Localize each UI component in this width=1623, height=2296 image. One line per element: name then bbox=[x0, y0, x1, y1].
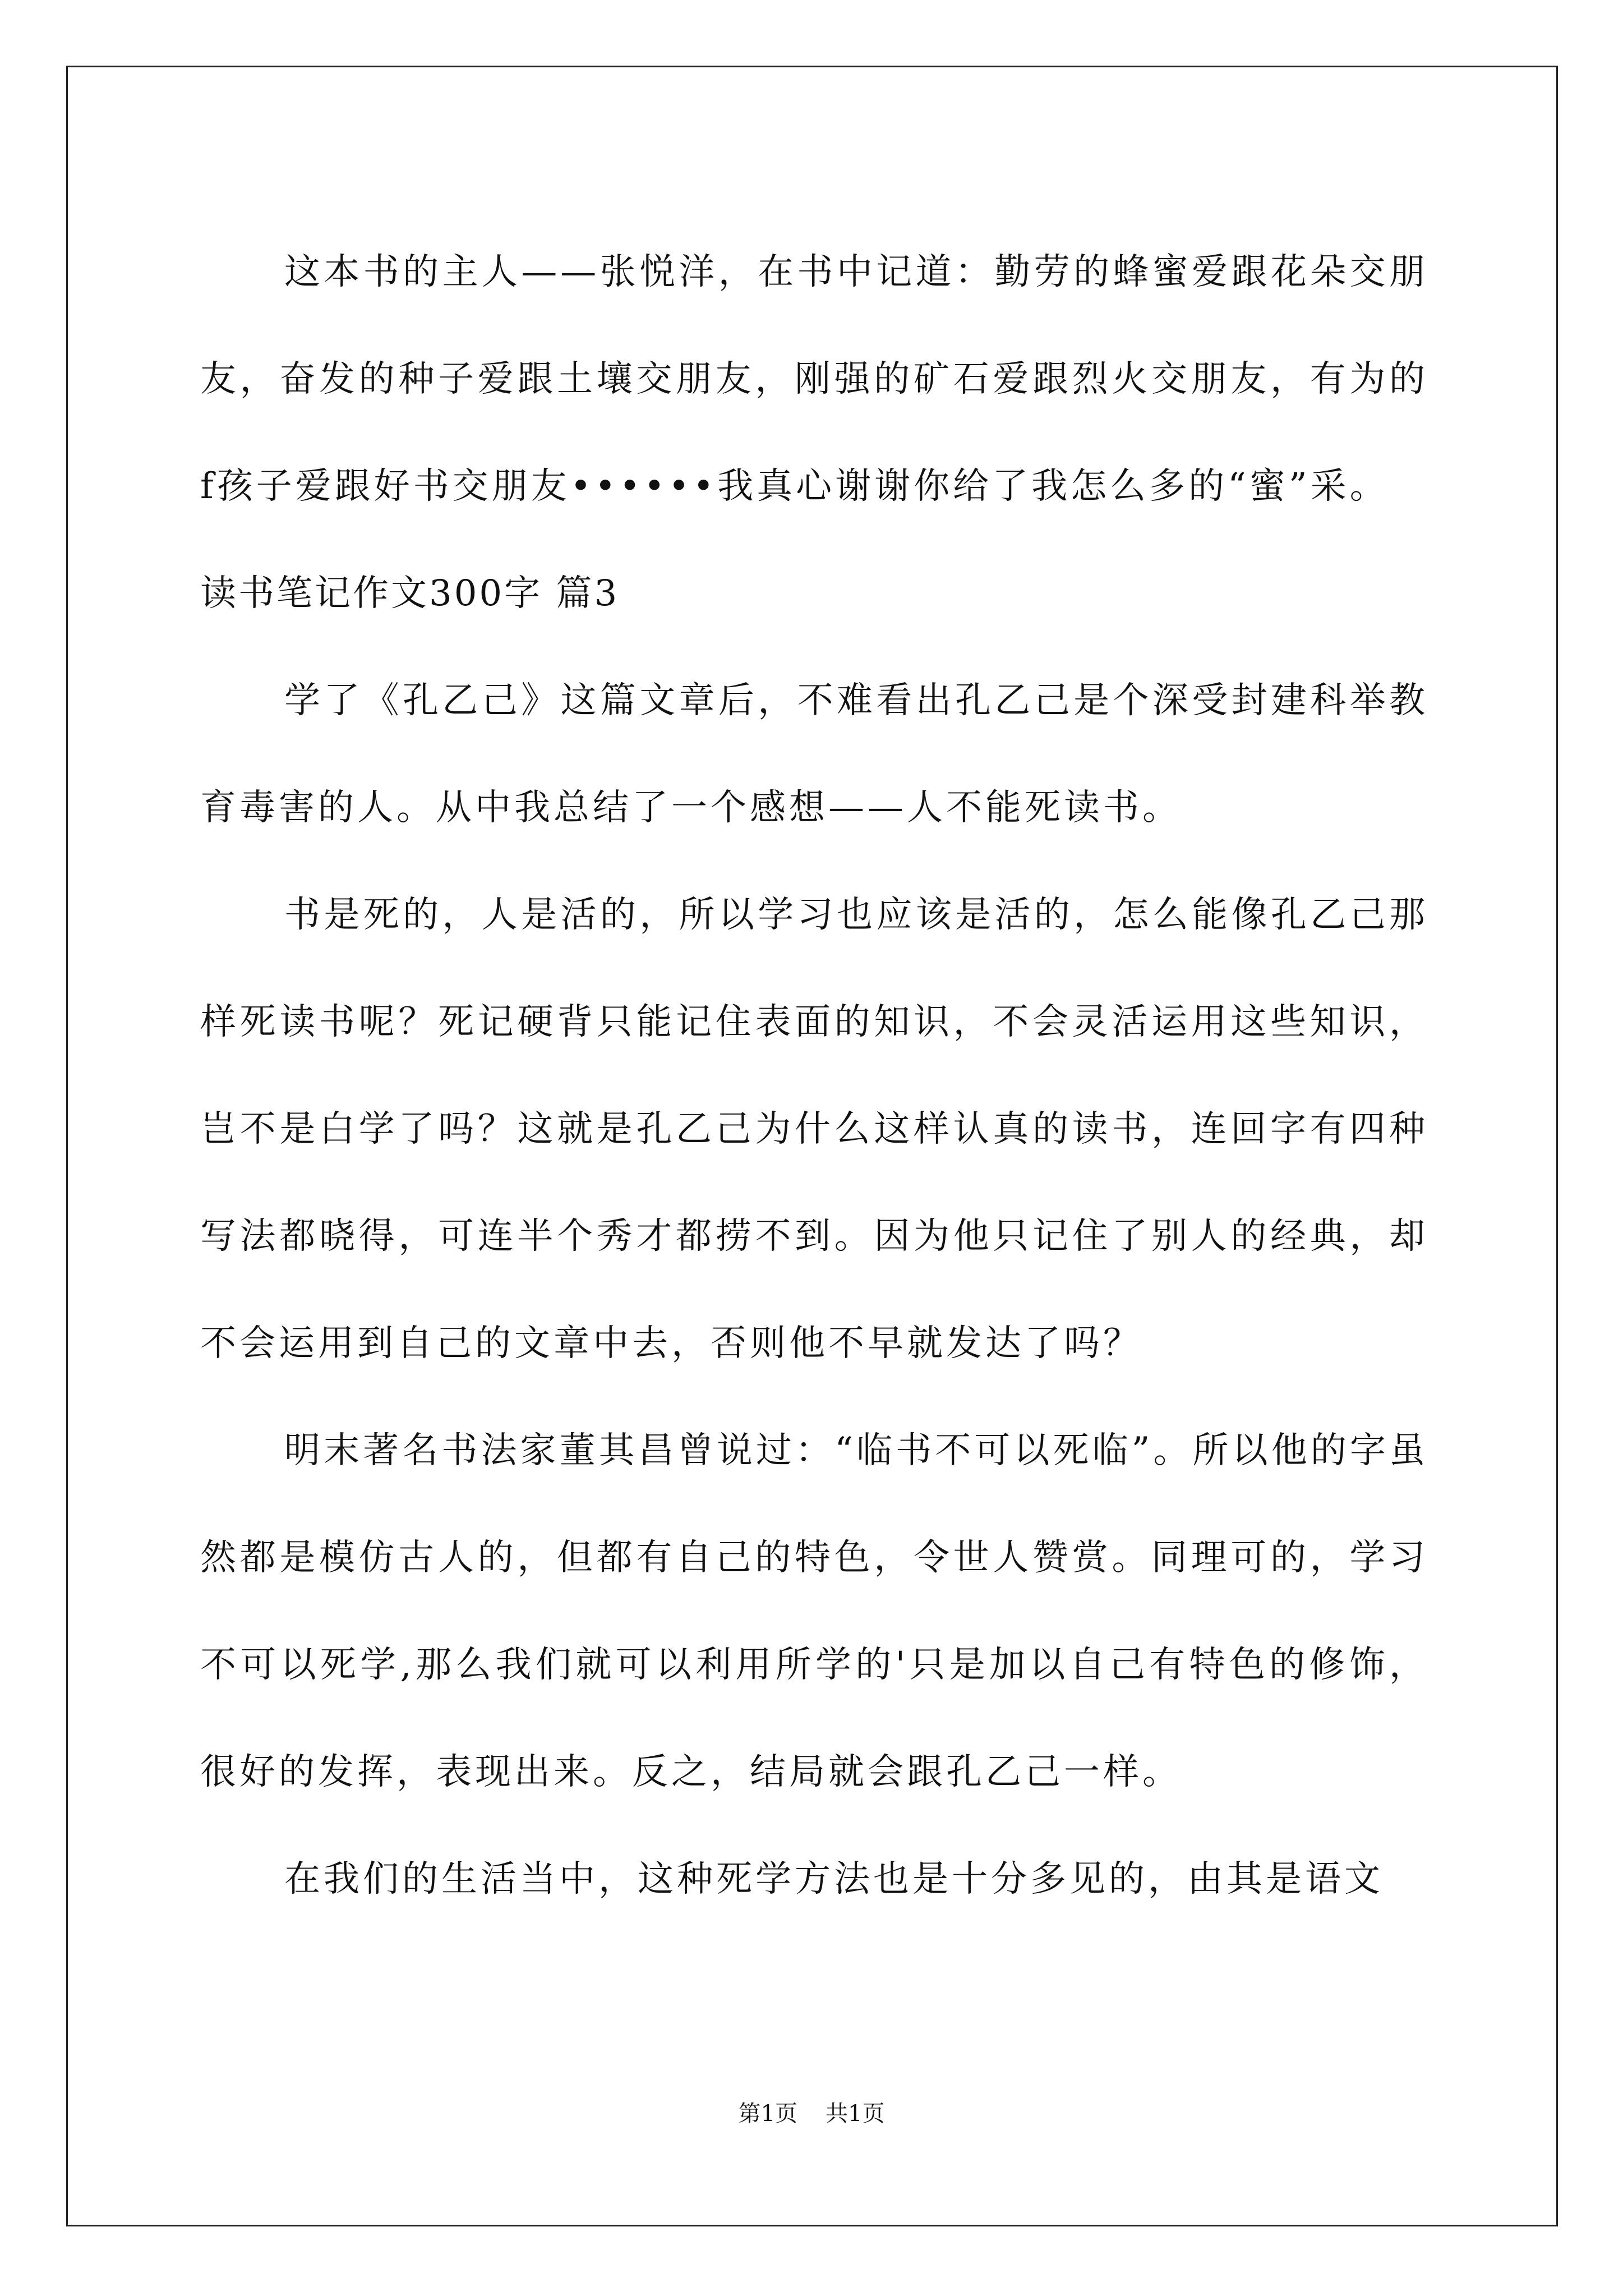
paragraph-book-owner: 这本书的主人——张悦洋，在书中记道：勤劳的蜂蜜爱跟花朵交朋友，奋发的种子爱跟土壤交朋友，刚强的矿石爱跟烈火交朋友，有为的f孩子爱跟好书交朋友••••••我真心谢谢你给了我怎么多的“蜜”采。 bbox=[200, 251, 1428, 507]
page-number: 第1页 bbox=[738, 2101, 797, 2127]
paragraph-daily-life: 在我们的生活当中，这种死学方法也是十分多见的，由其是语文 bbox=[284, 1858, 1384, 1900]
page-footer bbox=[0, 2097, 1623, 2131]
document-body bbox=[200, 219, 1428, 1933]
paragraph-calligraphy: 明末著名书法家董其昌曾说过：“临书不可以死临”。所以他的字虽然都是模仿古人的，但都有自己的特色，令世人赞赏。同理可的，学习不可以死学,那么我们就可以利用所学的'只是加以自己有特色的修饰，很好的发挥，表现出来。反之，结局就会跟孔乙己一样。 bbox=[200, 1430, 1428, 1793]
paragraph-intro: 学了《孔乙己》这篇文章后，不难看出孔乙己是个深受封建科举教育毒害的人。从中我总结了一个感想——人不能死读书。 bbox=[200, 680, 1428, 829]
paragraph-dead-books: 书是死的，人是活的，所以学习也应该是活的，怎么能像孔乙己那样死读书呢？死记硬背只能记住表面的知识，不会灵活运用这些知识，岂不是白学了吗？这就是孔乙己为什么这样认真的读书，连回字有四种写法都晓得，可连半个秀才都捞不到。因为他只记住了别人的经典，却不会运用到自己的文章中去，否则他不早就发达了吗？ bbox=[200, 894, 1428, 1364]
page-total: 共1页 bbox=[826, 2101, 885, 2127]
section-heading: 读书笔记作文300字 篇3 bbox=[200, 573, 620, 614]
